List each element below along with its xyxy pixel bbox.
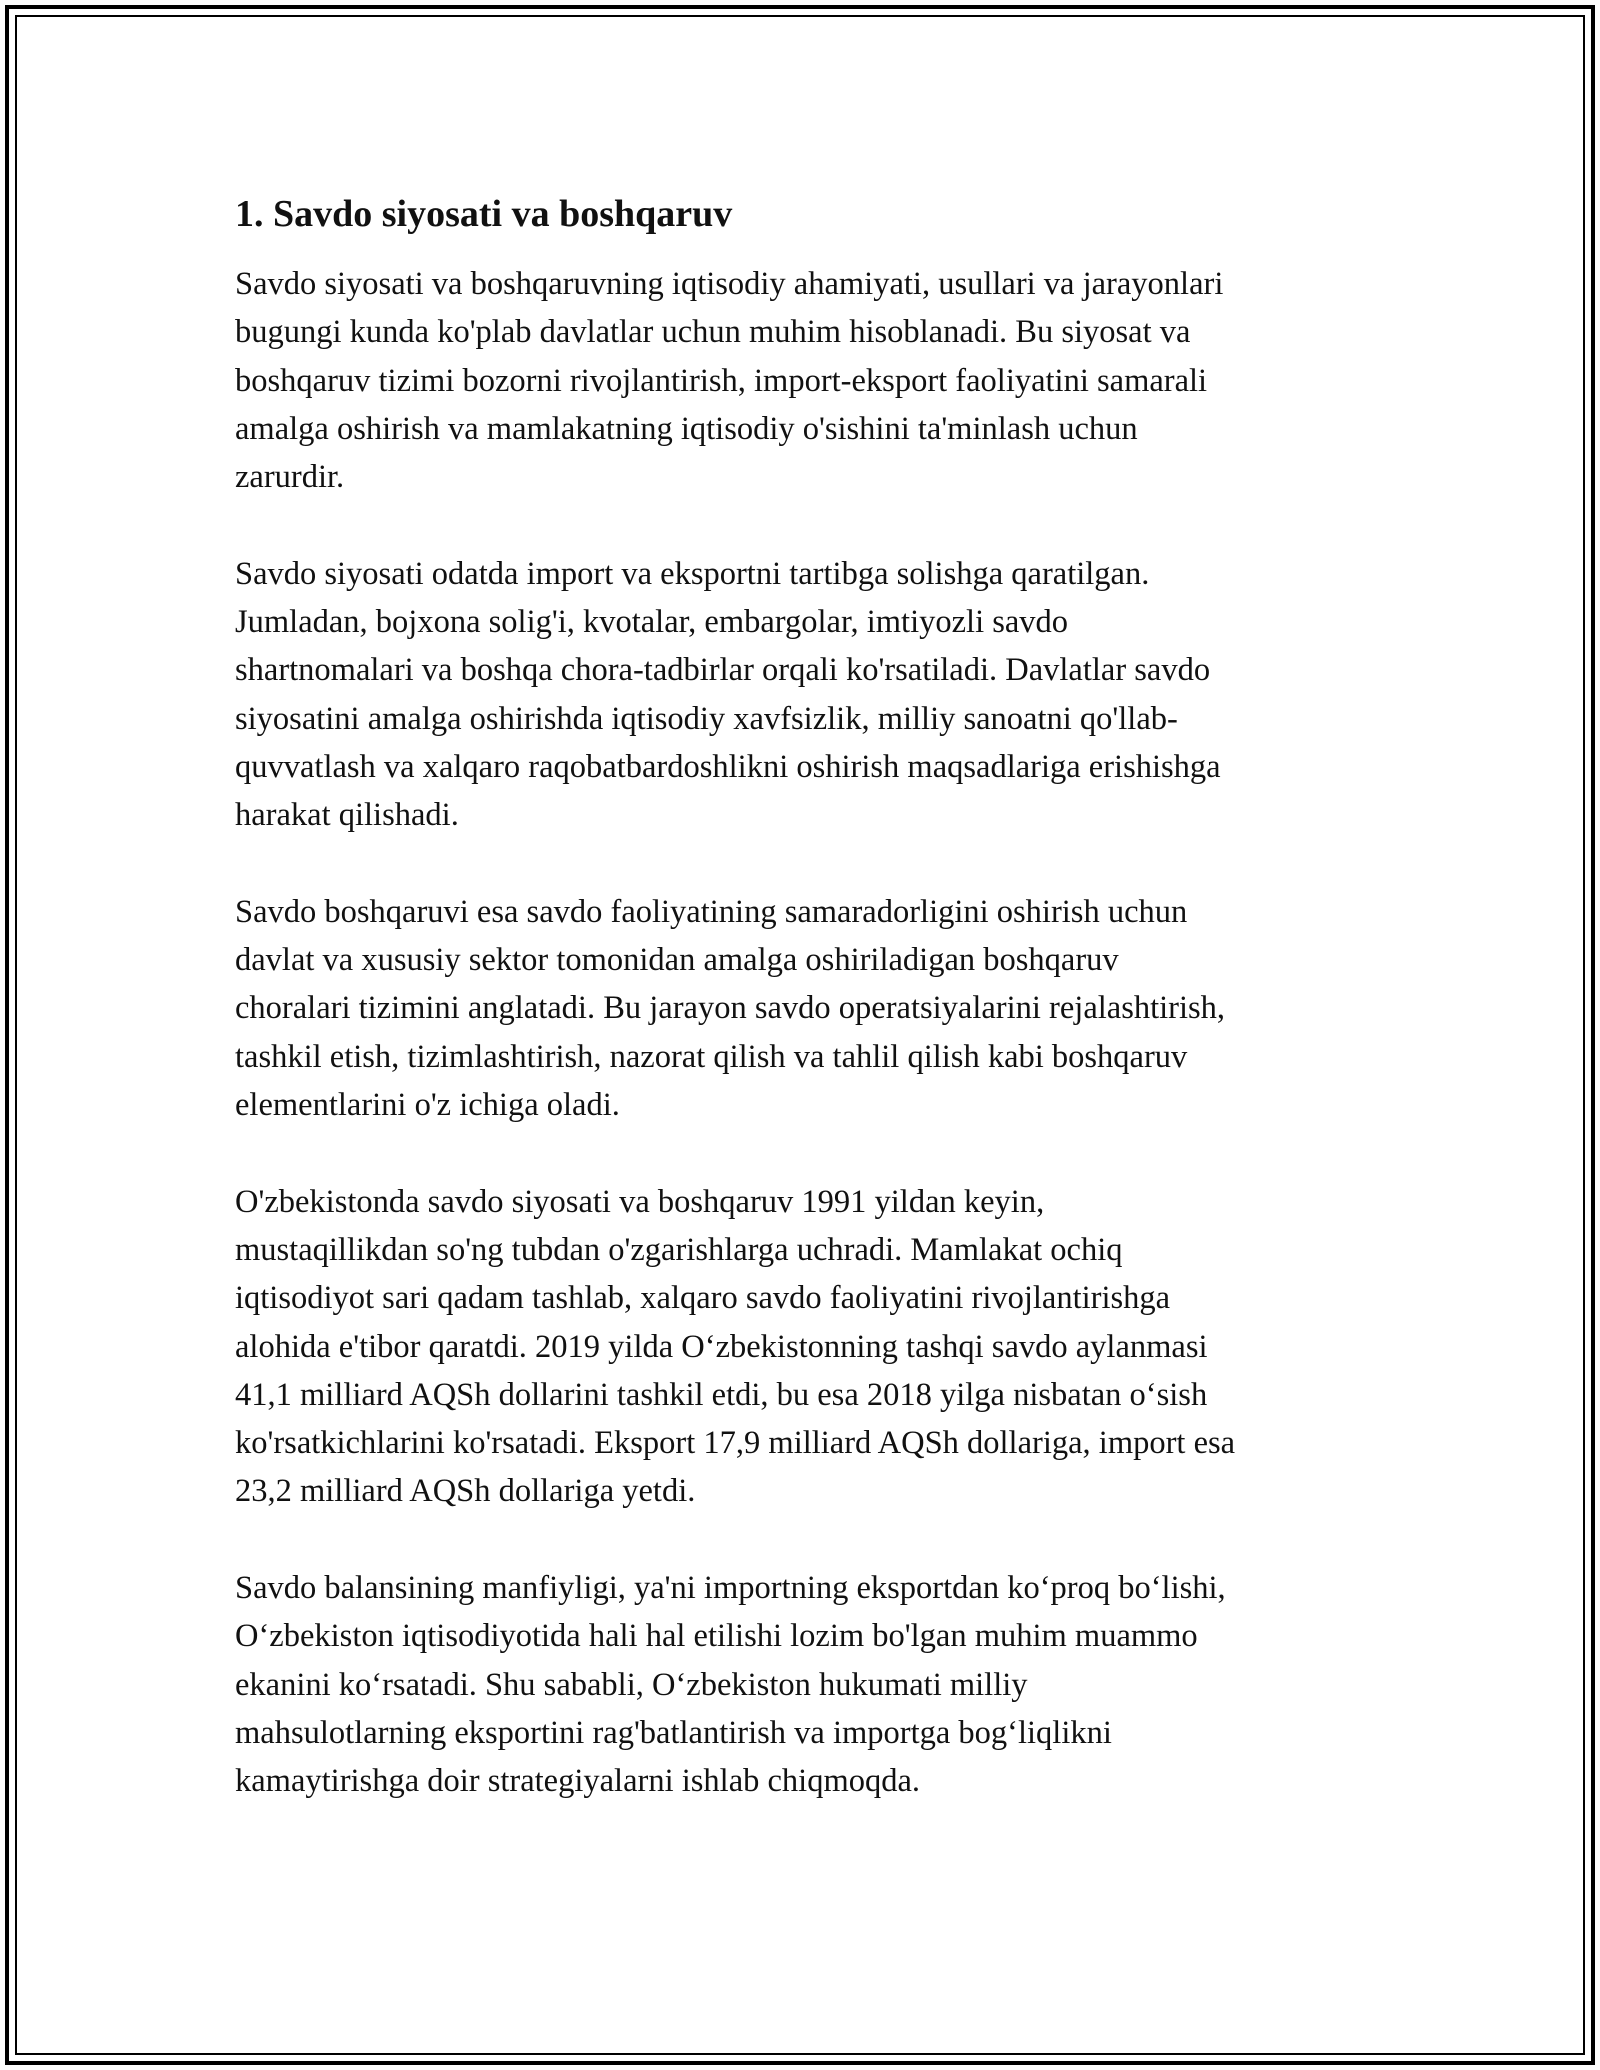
paragraph-line: shartnomalari va boshqa chora-tadbirlar orqali ko'rsatiladi. Davlatlar savdo (235, 652, 1211, 689)
paragraph-line: boshqaruv tizimi bozorni rivojlantirish, import-eksport faoliyatini samarali (235, 362, 1208, 399)
paragraph (235, 888, 1375, 1129)
paragraph-line: siyosatini amalga oshirishda iqtisodiy xavfsizlik, milliy sanoatni qo'llab- (235, 700, 1178, 737)
paragraph-line: iqtisodiyot sari qadam tashlab, xalqaro savdo faoliyatini rivojlantirishga (235, 1280, 1171, 1317)
paragraph-list (235, 260, 1375, 1806)
paragraph-line: mustaqillikdan so'ng tubdan o'zgarishlarga uchradi. Mamlakat ochiq (235, 1231, 1123, 1268)
paragraph-line: choralari tizimini anglatadi. Bu jarayon savdo operatsiyalarini rejalashtirish, (235, 990, 1226, 1027)
paragraph-line: bugungi kunda ko'plab davlatlar uchun muhim hisoblanadi. Bu siyosat va (235, 314, 1191, 351)
paragraph-line: amalga oshirish va mamlakatning iqtisodiy o'sishini ta'minlash uchun (235, 410, 1138, 447)
paragraph-line: mahsulotlarning eksportini rag'batlantirish va importga bog‘liqlikni (235, 1714, 1112, 1751)
paragraph-line: ekanini ko‘rsatadi. Shu sababli, O‘zbekiston hukumati milliy (235, 1666, 1028, 1703)
paragraph-line: ko'rsatkichlarini ko'rsatadi. Eksport 17,9 milliard AQSh dollariga, import esa (235, 1425, 1236, 1462)
paragraph-line: quvvatlash va xalqaro raqobatbardoshlikni oshirish maqsadlariga erishishga (235, 748, 1221, 785)
document-body (235, 190, 1375, 1854)
section-heading: 1. Savdo siyosati va boshqaruv (235, 193, 733, 235)
paragraph-line: 41,1 milliard AQSh dollarini tashkil etdi, bu esa 2018 yilga nisbatan o‘sish (235, 1376, 1208, 1413)
paragraph-line: harakat qilishadi. (235, 797, 459, 834)
paragraph (235, 1564, 1375, 1805)
paragraph-line: elementlarini o'z ichiga oladi. (235, 1087, 620, 1124)
paragraph (235, 1178, 1375, 1516)
paragraph-line: Savdo balansining manfiyligi, ya'ni importning eksportdan ko‘proq bo‘lishi, (235, 1570, 1226, 1607)
paragraph-line: Jumladan, bojxona solig'i, kvotalar, embargolar, imtiyozli savdo (235, 604, 1069, 641)
paragraph-line: alohida e'tibor qaratdi. 2019 yilda O‘zbekistonning tashqi savdo aylanmasi (235, 1328, 1208, 1365)
paragraph-line: zarurdir. (235, 459, 345, 496)
paragraph-line: O'zbekistonda savdo siyosati va boshqaruv 1991 yildan keyin, (235, 1183, 1045, 1220)
paragraph-line: O‘zbekiston iqtisodiyotida hali hal etilishi lozim bo'lgan muhim muammo (235, 1618, 1198, 1655)
paragraph-line: Savdo siyosati va boshqaruvning iqtisodiy ahamiyati, usullari va jarayonlari (235, 266, 1224, 302)
paragraph-line: kamaytirishga doir strategiyalarni ishlab chiqmoqda. (235, 1763, 921, 1800)
paragraph-line: tashkil etish, tizimlashtirish, nazorat qilish va tahlil qilish kabi boshqaruv (235, 1038, 1188, 1075)
paragraph-line: 23,2 milliard AQSh dollariga yetdi. (235, 1473, 696, 1510)
paragraph-line: davlat va xususiy sektor tomonidan amalga oshiriladigan boshqaruv (235, 942, 1119, 979)
paragraph (235, 260, 1375, 501)
paragraph-line: Savdo siyosati odatda import va eksportni tartibga solishga qaratilgan. (235, 555, 1150, 592)
paragraph (235, 550, 1375, 840)
paragraph-line: Savdo boshqaruvi esa savdo faoliyatining samaradorligini oshirish uchun (235, 893, 1188, 930)
